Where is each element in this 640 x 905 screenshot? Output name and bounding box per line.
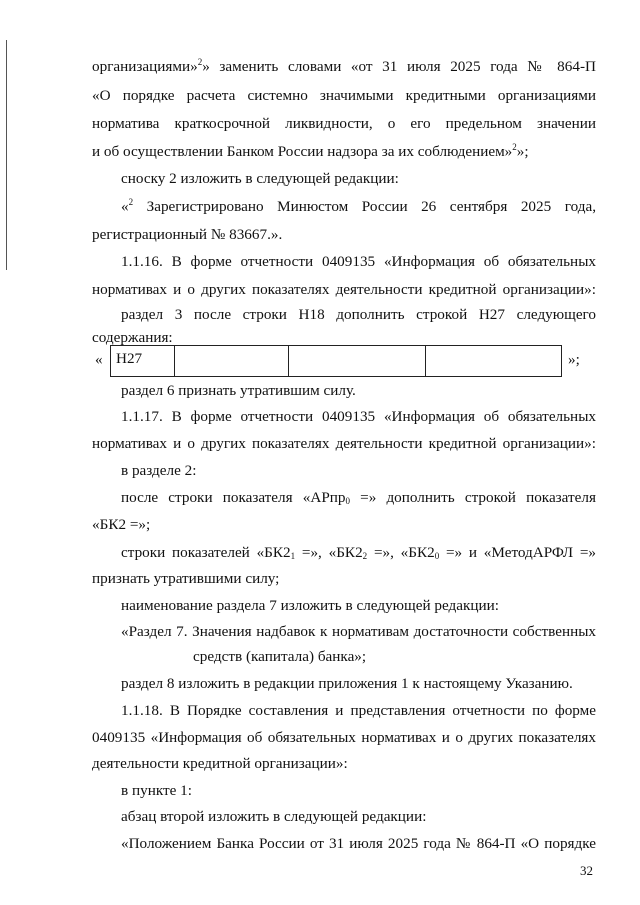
text-line: средств (капитала) банка»; (193, 648, 367, 665)
text-line: «БК2 =»; (92, 516, 151, 533)
text-line: сноску 2 изложить в следующей редакции: (121, 170, 399, 187)
text-line: строки показателей «$БК2_1$ =», «$БК2_2$ =», «$БК2_0$ =» и «МетодАРФЛ =» (121, 544, 597, 561)
text-line: и об осуществлении Банком России надзора за их соблюдением»$^2$»; (92, 142, 529, 160)
section-heading-1-1-18: 1.1.18. В Порядке составления и представления отчетности по форме (121, 702, 596, 719)
text-line: «Положением Банка России от 31 июля 2025 года № 864-П «О порядке (121, 835, 596, 852)
close-quote: »; (568, 351, 580, 368)
open-quote: « (95, 351, 103, 368)
text-line: «О порядке расчета системно значимыми кредитными организациями (92, 87, 596, 104)
text-line: в пункте 1: (121, 782, 192, 799)
text-line: наименование раздела 7 изложить в следующей редакции: (121, 597, 499, 614)
text-line: раздел 3 после строки Н18 дополнить строкой Н27 следующего (121, 306, 596, 323)
text-line: раздел 8 изложить в редакции приложения 1 к настоящему Указанию. (121, 675, 573, 692)
text-line: организациями»$^2$» заменить словами «от 31 июля 2025 года № 864-П (92, 57, 596, 75)
text-line: содержания: (92, 329, 173, 346)
text-line: норматива краткосрочной ликвидности, о его предельном значении (92, 115, 596, 132)
page-number: 32 (580, 863, 593, 878)
table-cell-code: Н27 (110, 345, 175, 377)
section-heading-1-1-17: 1.1.17. В форме отчетности 0409135 «Информация об обязательных (121, 408, 596, 425)
scan-margin-line (6, 40, 7, 270)
text-line: деятельности кредитной организации»: (92, 755, 348, 772)
section-heading-1-1-16: 1.1.16. В форме отчетности 0409135 «Информация об обязательных (121, 253, 596, 270)
text-line: «$^2$ Зарегистрировано Минюстом России 26 сентября 2025 года, (121, 197, 596, 215)
text-line: абзац второй изложить в следующей редакции: (121, 808, 427, 825)
text-line: нормативах и о других показателях деятельности кредитной организации»: (92, 281, 596, 298)
table-cell (288, 345, 426, 377)
text-line: «Раздел 7. Значения надбавок к нормативам достаточности собственных (121, 623, 596, 640)
text-line: регистрационный № 83667.». (92, 226, 283, 243)
text-line: раздел 6 признать утратившим силу. (121, 382, 356, 399)
text-line: 0409135 «Информация об обязательных нормативах и о других показателях (92, 729, 596, 746)
text-line: нормативах и о других показателях деятельности кредитной организации»: (92, 435, 596, 452)
table-row-h27 (92, 345, 596, 377)
text-line: признать утратившими силу; (92, 570, 280, 587)
table-cell (174, 345, 289, 377)
text-line: после строки показателя «АРпр$_0$ =» дополнить строкой показателя (121, 489, 596, 506)
table-cell (425, 345, 562, 377)
text-line: в разделе 2: (121, 462, 197, 479)
